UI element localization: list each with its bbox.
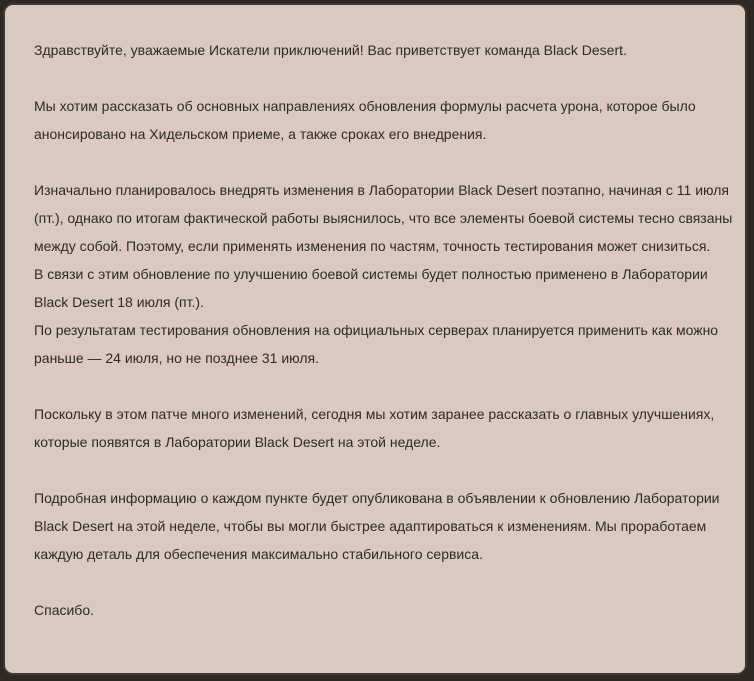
intro-paragraph: Мы хотим рассказать об основных направлениях обновления формулы расчета урона, которое было анонсировано на Хидельском приеме, а также сроках его внедрения. [34, 98, 696, 142]
plan-lab-paragraph: В связи с этим обновление по улучшению боевой системы будет полностью применено в Лаборатории Black Desert 18 июля (пт.). [34, 266, 708, 310]
details-paragraph: Подробная информацию о каждом пункте будет опубликована в объявлении к обновлению Лаборатории Black Desert на этой неделе, чтобы вы могли быстрее адаптироваться к изменениям. Мы проработаем каждую деталь для обеспечения максимально стабильного сервиса. [34, 490, 720, 562]
preview-paragraph: Поскольку в этом патче много изменений, сегодня мы хотим заранее рассказать о главных улучшениях, которые появятся в Лаборатории Black Desert на этой неделе. [34, 406, 715, 450]
thanks-paragraph: Спасибо. [34, 602, 94, 618]
notice-panel [3, 3, 747, 675]
plan-original-paragraph: Изначально планировалось внедрять изменения в Лаборатории Black Desert поэтапно, начиная с 11 июля (пт.), однако по итогам фактической работы выяснилось, что все элементы боевой системы тесно связаны между собой. Поэтому, если применять изменения по частям, точность тестирования может снизиться. [34, 182, 733, 254]
notice-body [34, 36, 734, 624]
greeting-paragraph: Здравствуйте, уважаемые Искатели приключений! Вас приветствует команда Black Desert. [34, 42, 627, 58]
plan-official-paragraph: По результатам тестирования обновления на официальных серверах планируется применить как можно раньше — 24 июля, но не позднее 31 июля. [34, 322, 719, 366]
